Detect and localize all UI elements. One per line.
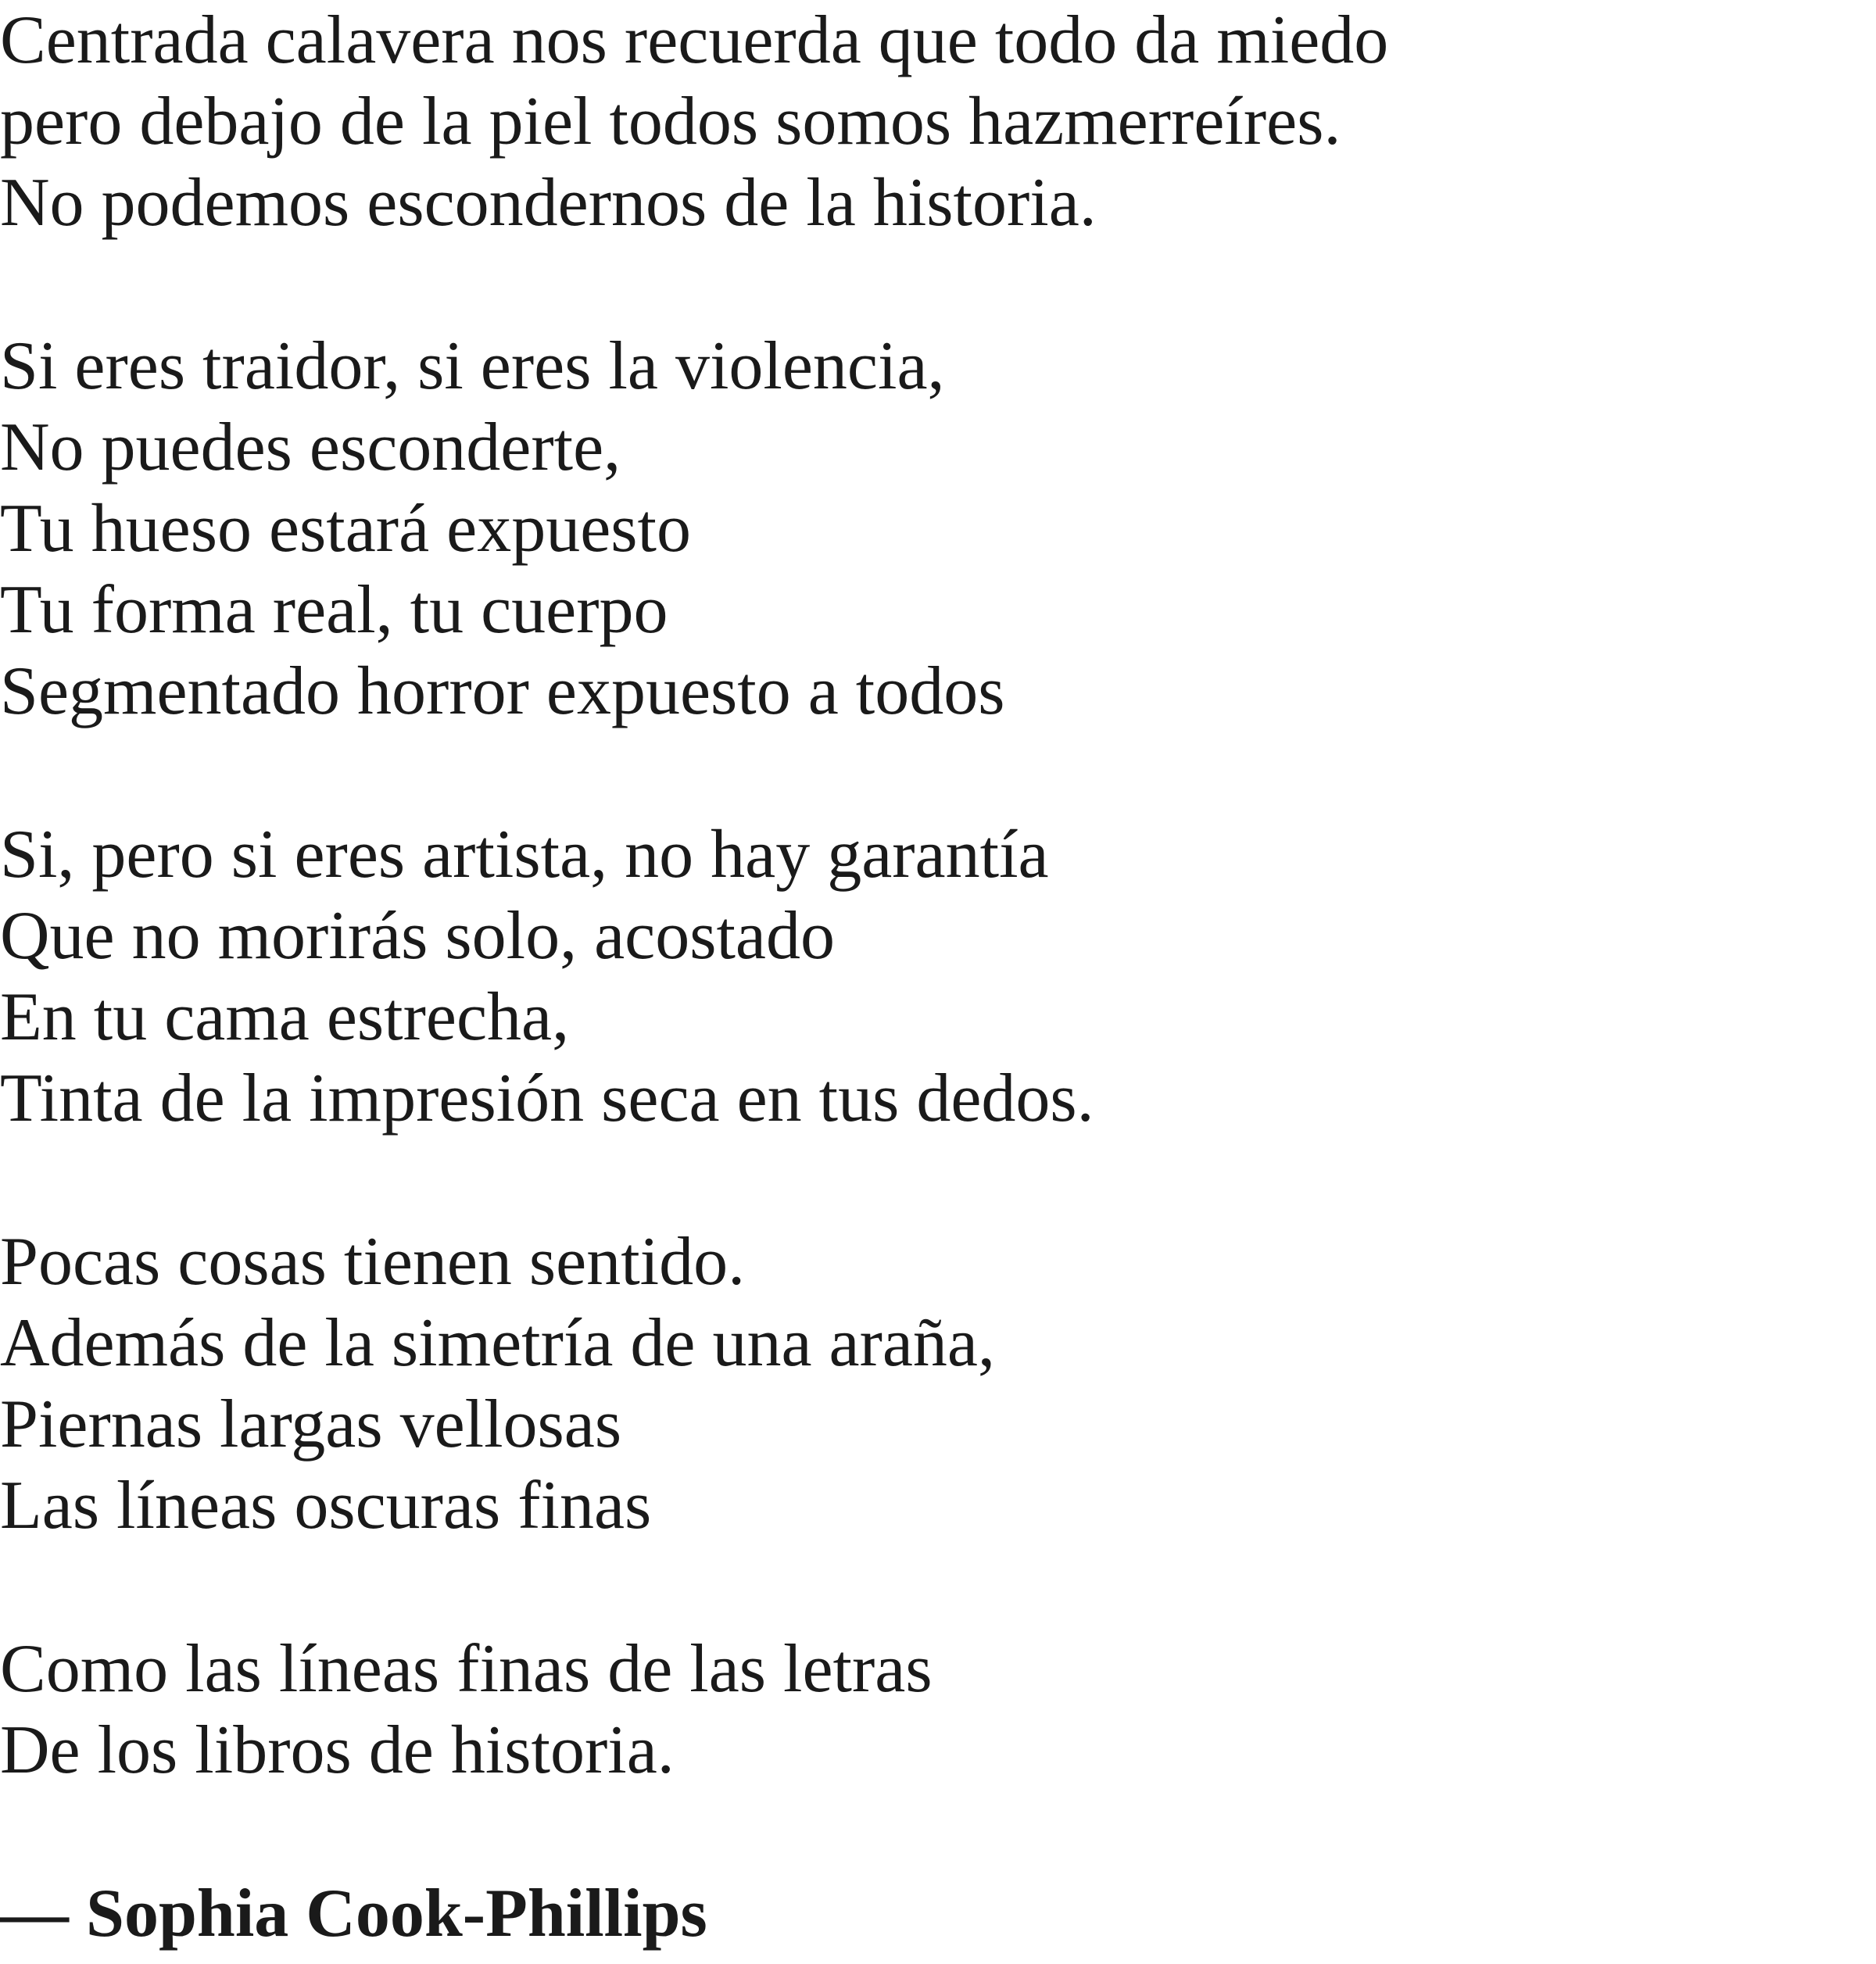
poem-line: En tu cama estrecha, xyxy=(0,979,570,1055)
poem-line: Tinta de la impresión seca en tus dedos. xyxy=(0,1061,1094,1136)
poem-line: Que no morirás solo, acostado xyxy=(0,898,835,974)
poem-line: Pocas cosas tienen sentido. xyxy=(0,1224,746,1300)
poem-line: Además de la simetría de una araña, xyxy=(0,1305,995,1381)
poem-line: pero debajo de la piel todos somos hazmerreíres. xyxy=(0,84,1341,159)
poem-line: Las líneas oscuras finas xyxy=(0,1468,652,1544)
stanza-5 xyxy=(0,1629,1876,1791)
poem-line: Si eres traidor, si eres la violencia, xyxy=(0,328,945,404)
poem-line: Como las líneas finas de las letras xyxy=(0,1631,933,1707)
poem-line: Segmentado horror expuesto a todos xyxy=(0,653,1005,729)
poem-line: Tu forma real, tu cuerpo xyxy=(0,572,668,648)
poem-line: De los libros de historia. xyxy=(0,1712,675,1788)
stanza-2 xyxy=(0,326,1876,732)
stanza-1 xyxy=(0,0,1876,244)
poem-line: Piernas largas vellosas xyxy=(0,1386,622,1462)
stanza-3 xyxy=(0,814,1876,1139)
poem-line: Si, pero si eres artista, no hay garantía xyxy=(0,817,1049,893)
poem-line: No puedes esconderte, xyxy=(0,410,621,485)
poem-line: Centrada calavera nos recuerda que todo da miedo xyxy=(0,2,1389,78)
poem-line: No podemos escondernos de la historia. xyxy=(0,165,1097,241)
stanza-4 xyxy=(0,1222,1876,1547)
author-signature: — Sophia Cook-Phillips xyxy=(0,1876,707,1951)
poem-line: Tu hueso estará expuesto xyxy=(0,491,691,567)
